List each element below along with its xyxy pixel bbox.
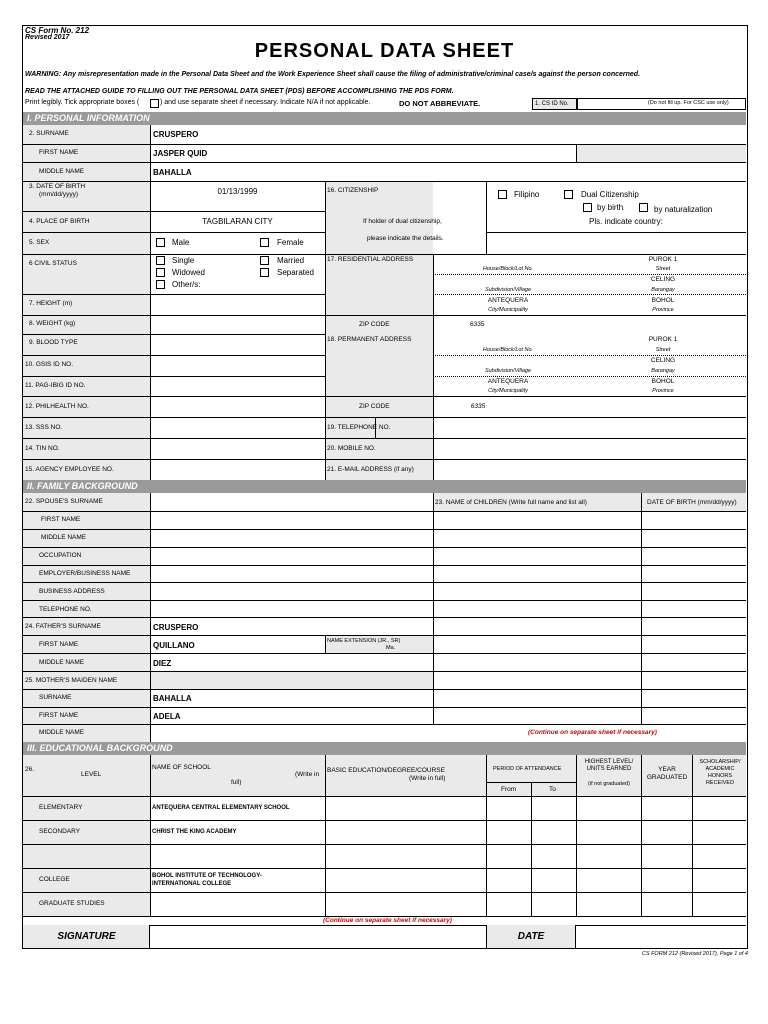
surname-label: 2. SURNAME (29, 130, 69, 137)
telephone-label: 19. TELEPHONE NO. (327, 424, 391, 431)
res-house-label: House/Block/Lot No. (482, 266, 534, 272)
name-ext-label: NAME EXTENSION (JR., SR) (327, 638, 401, 644)
res-zip-label: ZIP CODE (359, 321, 390, 328)
cs-widowed-label: Widowed (172, 268, 205, 277)
cs-id-note: (Do not fill up. For CSC use only) (648, 100, 729, 106)
perm-province-label: Province (652, 388, 674, 394)
edu-period-header: PERIOD OF ATTENDANCE (493, 766, 562, 772)
middle-name-value[interactable]: BAHALLA (153, 168, 192, 177)
edu-highest-header: HIGHEST LEVEL/ UNITS EARNED (584, 759, 634, 772)
cit-filipino-label: Filipino (514, 190, 540, 199)
pagibig-label: 11. PAG-IBIG ID NO. (25, 382, 86, 389)
dob-format: (mm/dd/yyyy) (39, 191, 78, 198)
warning-text: WARNING: Any misrepresentation made in the Personal Data Sheet and the Work Experience Sheet shall cause the filing of administrative/criminal case/s against the person concerned. (25, 71, 641, 78)
business-address-label: BUSINESS ADDRESS (39, 588, 105, 595)
page-title: PERSONAL DATA SHEET (254, 40, 515, 62)
edu-continue-note: (Continue on separate sheet if necessary) (323, 917, 452, 924)
res-city-label: City/Municipality (488, 307, 528, 313)
edu-row-level-3: COLLEGE (39, 876, 70, 883)
cs-widowed-checkbox[interactable] (156, 268, 165, 277)
cs-single-checkbox[interactable] (156, 256, 165, 265)
pob-value[interactable]: TAGBILARAN CITY (202, 217, 273, 226)
perm-zip-value[interactable]: 6335 (470, 403, 486, 410)
res-zip-value[interactable]: 6335 (470, 321, 485, 328)
children-dob-label: DATE OF BIRTH (mm/dd/yyyy) (647, 499, 737, 506)
first-name-value[interactable]: JASPER QUID (153, 149, 208, 158)
perm-house-value[interactable]: PUROK 1 (648, 336, 678, 343)
edu-row-school-1[interactable]: CHRIST THE KING ACADEMY (152, 829, 237, 835)
name-ext-value[interactable]: Ma. (386, 645, 396, 651)
edu-from-header: From (501, 786, 517, 793)
edu-row-level-1: SECONDARY (39, 828, 81, 835)
father-first-value[interactable]: QUILLANO (153, 641, 195, 650)
edu-highest-note: (if not graduated) (588, 781, 630, 787)
section-personal-info: I. PERSONAL INFORMATION (23, 112, 746, 125)
res-province-value[interactable]: BOHOL (651, 297, 675, 304)
edu-course-write: (Write in full) (409, 775, 446, 782)
res-house-value[interactable]: PUROK 1 (648, 256, 678, 263)
middle-name-label: MIDDLE NAME (39, 168, 85, 175)
father-middle-label: MIDDLE NAME (39, 659, 85, 666)
citizenship-label: 16. CITIZENSHIP (327, 187, 379, 194)
cit-by-birth-checkbox[interactable] (583, 203, 592, 212)
signature-label: SIGNATURE (57, 931, 116, 942)
cs-single-label: Single (172, 256, 195, 265)
date-field[interactable] (576, 925, 746, 948)
res-city-value[interactable]: ANTEQUERA (487, 297, 529, 304)
perm-barangay-value[interactable]: CELING (650, 357, 676, 364)
section-family-background: II. FAMILY BACKGROUND (23, 480, 746, 493)
cit-by-birth-label: by birth (597, 203, 624, 212)
edu-year-header: YEAR GRADUATED (646, 766, 688, 781)
mother-middle-label: MIDDLE NAME (39, 729, 85, 736)
father-surname-value[interactable]: CRUSPERO (153, 623, 199, 632)
weight-label: 8. WEIGHT (kg) (29, 320, 76, 327)
first-name-label: FIRST NAME (39, 149, 79, 156)
sex-male-checkbox[interactable] (156, 238, 165, 247)
father-first-label: FIRST NAME (39, 641, 79, 648)
occupation-label: OCCUPATION (39, 552, 82, 559)
res-barangay-value[interactable]: CELING (650, 276, 676, 283)
pob-label: 4. PLACE OF BIRTH (29, 218, 90, 225)
mother-surname-value[interactable]: BAHALLA (153, 694, 192, 703)
perm-city-label: City/Municipality (488, 388, 528, 394)
cs-married-checkbox[interactable] (260, 256, 269, 265)
form-number: CS Form No. 212 (25, 26, 90, 35)
cit-dual-checkbox[interactable] (564, 190, 573, 199)
sss-label: 13. SSS NO. (25, 424, 63, 431)
edu-row-level-4: GRADUATE STUDIES (39, 900, 105, 907)
cs-married-label: Married (277, 256, 305, 265)
edu-level-header: LEVEL (81, 771, 102, 778)
edu-row-school-3[interactable]: BOHOL INSTITUTE OF TECHNOLOGY- INTERNATIONAL COLLEGE (152, 873, 262, 887)
cit-filipino-checkbox[interactable] (498, 190, 507, 199)
email-label: 21. E-MAIL ADDRESS (if any) (327, 466, 414, 473)
dob-value[interactable]: 01/13/1999 (217, 187, 258, 196)
children-label: 23. NAME of CHILDREN (Write full name and list all) (435, 499, 587, 506)
cit-details-note: please indicate the details. (367, 235, 444, 242)
edu-num: 26. (25, 766, 35, 773)
employer-label: EMPLOYER/BUSINESS NAME (39, 570, 131, 577)
perm-zip-label: ZIP CODE (359, 403, 390, 410)
form-revised: Revised 2017 (25, 34, 70, 41)
residential-label: 17. RESIDENTIAL ADDRESS (327, 256, 414, 263)
edu-to-header: To (549, 786, 556, 793)
signature-field[interactable] (150, 925, 486, 948)
cs-separated-checkbox[interactable] (260, 268, 269, 277)
edu-full: full) (231, 779, 242, 786)
print-legibly-text: Print legibly. Tick appropriate boxes ( (25, 99, 140, 106)
do-not-abbreviate: DO NOT ABBREVIATE. (399, 99, 481, 108)
cs-others-checkbox[interactable] (156, 280, 165, 289)
res-subdiv-label: Subdivision/Village (484, 287, 532, 293)
permanent-label: 18. PERMANENT ADDRESS (327, 336, 412, 343)
cs-others-label: Other/s: (172, 280, 201, 289)
first-name-ext-area (576, 144, 746, 162)
height-label: 7. HEIGHT (m) (29, 300, 73, 307)
section-educational-background: III. EDUCATIONAL BACKGROUND (23, 742, 746, 755)
cit-by-nat-label: by naturalization (654, 205, 713, 214)
philhealth-label: 12. PHILHEALTH NO. (25, 403, 89, 410)
spouse-middle-label: MIDDLE NAME (41, 534, 87, 541)
sex-female-label: Female (277, 238, 304, 247)
surname-value[interactable]: CRUSPERO (153, 130, 199, 139)
sex-female-checkbox[interactable] (260, 238, 269, 247)
edu-row-level-0: ELEMENTARY (39, 804, 83, 811)
edu-school-header: NAME OF SCHOOL (152, 764, 211, 771)
read-guide-text: READ THE ATTACHED GUIDE TO FILLING OUT THE PERSONAL DATA SHEET (PDS) BEFORE ACCOMPLISHING THE PDS FORM. (25, 88, 454, 95)
mother-first-value[interactable]: ADELA (153, 712, 181, 721)
res-barangay-label: Barangay (651, 287, 675, 293)
cs-id-label: 1. CS ID No. (532, 98, 577, 110)
edu-honors-header: SCHOLARSHIP/ ACADEMIC HONORS RECEIVED (699, 759, 741, 786)
father-middle-value[interactable]: DIEZ (153, 659, 172, 668)
sex-label: 5. SEX (29, 239, 50, 246)
father-surname-label: 24. FATHER'S SURNAME (25, 623, 101, 630)
spouse-first-label: FIRST NAME (41, 516, 81, 523)
cit-dual-label: Dual Citizenship (581, 190, 639, 199)
edu-course-header: BASIC EDUCATION/DEGREE/COURSE (327, 767, 445, 774)
page-footer-note: CS FORM 212 (Revised 2017), Page 1 of 4 (641, 951, 748, 957)
civil-status-label: 6 CIVIL STATUS (29, 260, 77, 267)
mother-surname-label: SURNAME (39, 694, 72, 701)
perm-subdiv-label: Subdivision/Village (484, 368, 532, 374)
dob-label: 3. DATE OF BIRTH (29, 183, 86, 190)
cs-separated-label: Separated (277, 268, 314, 277)
agency-employee-label: 15. AGENCY EMPLOYEE NO. (25, 466, 114, 473)
mother-first-label: FIRST NAME (39, 712, 79, 719)
sample-tick-box (150, 99, 159, 108)
gsis-label: 10. GSIS ID NO. (25, 361, 74, 368)
pds-form (22, 25, 748, 949)
res-province-label: Province (652, 307, 674, 313)
perm-province-value[interactable]: BOHOL (651, 378, 675, 385)
perm-city-value[interactable]: ANTEQUERA (487, 378, 529, 385)
res-street-label: Street (655, 266, 671, 272)
blood-type-label: 9. BLOOD TYPE (29, 339, 78, 346)
cit-holder-note: If holder of dual citizenship, (363, 218, 442, 225)
edu-write-in: (Write in (295, 771, 320, 778)
spouse-surname-label: 22. SPOUSE'S SURNAME (25, 498, 103, 505)
cit-indicate-label: Pls. indicate country: (589, 217, 663, 226)
mobile-label: 20. MOBILE NO. (327, 445, 376, 452)
use-separate-text: ) and use separate sheet if necessary. Indicate N/A if not applicable. (160, 99, 371, 106)
mother-maiden-label: 25. MOTHER'S MAIDEN NAME (25, 677, 118, 684)
family-continue-note: (Continue on separate sheet if necessary) (528, 729, 657, 736)
perm-street-label: Street (655, 347, 671, 353)
edu-row-school-0[interactable]: ANTEQUERA CENTRAL ELEMENTARY SCHOOL (152, 805, 290, 811)
cit-by-nat-checkbox[interactable] (639, 203, 648, 212)
sex-male-label: Male (172, 238, 190, 247)
edu-level-column (23, 796, 150, 916)
perm-barangay-label: Barangay (651, 368, 675, 374)
perm-house-label: House/Block/Lot No. (482, 347, 534, 353)
date-label: DATE (517, 931, 545, 942)
tin-label: 14. TIN NO. (25, 445, 60, 452)
spouse-telephone-label: TELEPHONE NO. (39, 606, 92, 613)
